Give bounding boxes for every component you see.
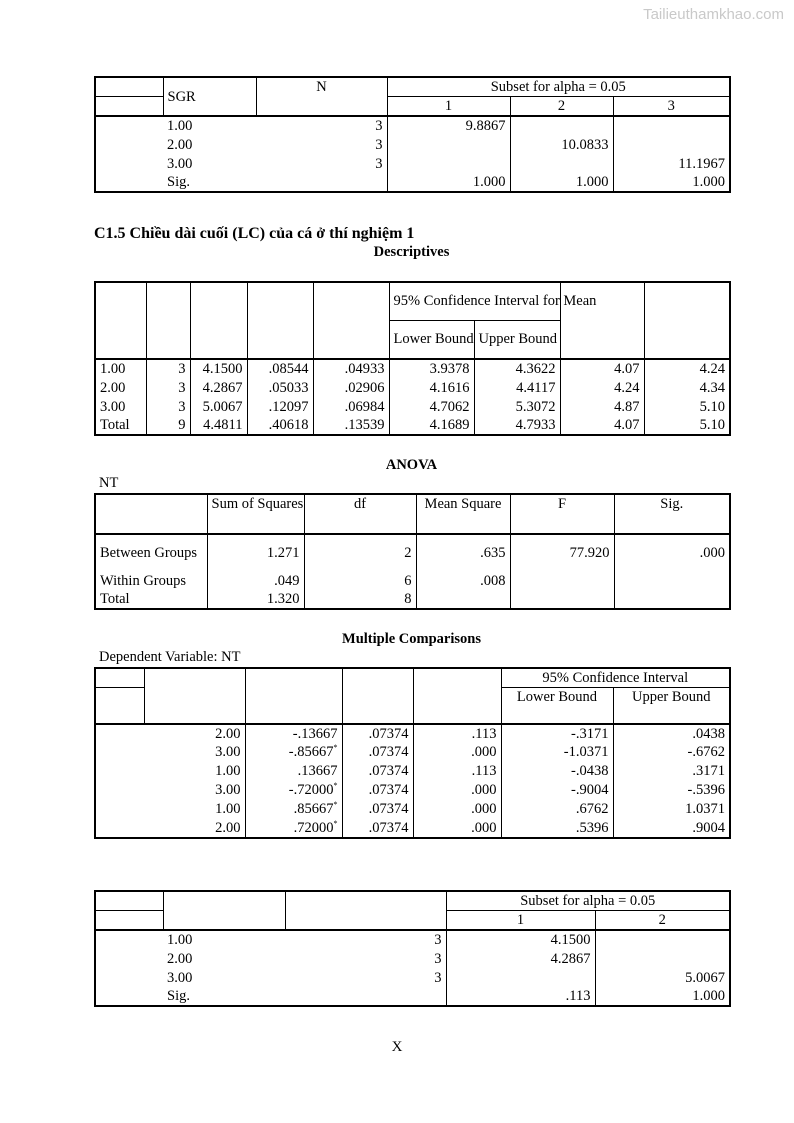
table-cell: 3.9378 bbox=[389, 359, 474, 378]
table-cell: 3 bbox=[256, 116, 387, 135]
significance-asterisk: * bbox=[333, 743, 338, 753]
table-cell: .9004 bbox=[613, 819, 730, 838]
header-subset: Subset for alpha = 0.05 bbox=[387, 77, 730, 97]
table-cell: 4.1500 bbox=[446, 930, 595, 949]
table-cell bbox=[510, 571, 614, 590]
table-cell: 1.271 bbox=[207, 534, 304, 571]
table-cell: 3 bbox=[146, 397, 190, 416]
table-cell: .000 bbox=[413, 800, 501, 819]
table-cell bbox=[614, 590, 730, 609]
table-cell: 4.7933 bbox=[474, 416, 560, 435]
table-cell: 10.0833 bbox=[510, 135, 613, 154]
multiple-comparisons-table bbox=[94, 667, 731, 839]
table-cell: .07374 bbox=[342, 762, 413, 781]
header-subset-1: 1 bbox=[387, 97, 510, 117]
mean-difference-cell: .85667* bbox=[245, 800, 342, 819]
multiple-comparisons-title: Multiple Comparisons bbox=[342, 631, 481, 647]
mean-difference-cell: -.13667 bbox=[245, 724, 342, 743]
table-row-label: Total bbox=[95, 590, 207, 609]
table-row-label: 3.00 bbox=[95, 397, 146, 416]
table-cell: 3 bbox=[285, 949, 446, 968]
table-cell: 3 bbox=[146, 378, 190, 397]
table-cell bbox=[387, 135, 510, 154]
table-cell: 3 bbox=[256, 135, 387, 154]
table-cell: .02906 bbox=[313, 378, 389, 397]
table-cell: 1.000 bbox=[595, 987, 730, 1006]
table-row-label: Between Groups bbox=[95, 534, 207, 571]
table-cell: 5.10 bbox=[644, 397, 730, 416]
table-cell: .113 bbox=[446, 987, 595, 1006]
table-row-label: 1.00 bbox=[144, 762, 245, 781]
table-cell: 4.4811 bbox=[190, 416, 247, 435]
table-cell: 4.7062 bbox=[389, 397, 474, 416]
table-cell: .13539 bbox=[313, 416, 389, 435]
table-cell: 4.34 bbox=[644, 378, 730, 397]
mean-difference-cell: .72000* bbox=[245, 819, 342, 838]
nt-subsets-table bbox=[94, 890, 731, 1007]
table-cell: .40618 bbox=[247, 416, 313, 435]
table-cell bbox=[510, 116, 613, 135]
table-row-label: 1.00 bbox=[163, 930, 285, 949]
page-label: X bbox=[391, 1039, 403, 1055]
table-cell: 5.3072 bbox=[474, 397, 560, 416]
table-cell bbox=[613, 116, 730, 135]
table-row-label: 1.00 bbox=[163, 116, 256, 135]
header-subset-3: 3 bbox=[613, 97, 730, 117]
upper-bound-header: Upper Bound bbox=[613, 688, 730, 724]
table-cell: .000 bbox=[614, 534, 730, 571]
table-cell: 2 bbox=[304, 534, 416, 571]
mean-difference-cell: -.72000* bbox=[245, 781, 342, 800]
table-cell: 9 bbox=[146, 416, 190, 435]
table-cell: .000 bbox=[413, 781, 501, 800]
header-n: N bbox=[256, 77, 387, 116]
table-cell: .12097 bbox=[247, 397, 313, 416]
table-cell: 4.24 bbox=[560, 378, 644, 397]
ci-header: 95% Confidence Interval for Mean bbox=[389, 282, 560, 320]
table-cell: .07374 bbox=[342, 724, 413, 743]
table-cell: .5396 bbox=[501, 819, 613, 838]
table-cell: .113 bbox=[413, 724, 501, 743]
table-cell: -1.0371 bbox=[501, 743, 613, 762]
table-cell bbox=[446, 968, 595, 987]
table-cell: .000 bbox=[413, 743, 501, 762]
table-cell: 3 bbox=[285, 968, 446, 987]
upper-bound-header: Upper Bound bbox=[474, 320, 560, 359]
table-cell: 4.24 bbox=[644, 359, 730, 378]
table-cell: -.0438 bbox=[501, 762, 613, 781]
table-cell: 1.000 bbox=[613, 173, 730, 192]
header-f: F bbox=[510, 494, 614, 534]
lower-bound-header: Lower Bound bbox=[389, 320, 474, 359]
header-subset: Subset for alpha = 0.05 bbox=[446, 891, 730, 911]
table-row-label: 3.00 bbox=[167, 155, 193, 172]
table-row-label: 1.00 bbox=[144, 800, 245, 819]
table-cell: 4.4117 bbox=[474, 378, 560, 397]
table-row-label: 3.00 bbox=[144, 781, 245, 800]
table-cell: .008 bbox=[416, 571, 510, 590]
descriptives-title: Descriptives bbox=[373, 244, 450, 260]
table-cell: 5.0067 bbox=[190, 397, 247, 416]
table-cell: 4.07 bbox=[560, 359, 644, 378]
table-cell: .06984 bbox=[313, 397, 389, 416]
table-cell: 5.10 bbox=[644, 416, 730, 435]
table-cell bbox=[595, 930, 730, 949]
table-cell: -.5396 bbox=[613, 781, 730, 800]
table-row-label: 2.00 bbox=[144, 724, 245, 743]
header-sum-of-squares: Sum of Squares bbox=[207, 494, 304, 534]
table-cell: 4.87 bbox=[560, 397, 644, 416]
table-cell: 8 bbox=[304, 590, 416, 609]
table-cell: .3171 bbox=[613, 762, 730, 781]
table-cell: 4.3622 bbox=[474, 359, 560, 378]
table-row-label: 1.00 bbox=[95, 359, 146, 378]
table-cell bbox=[595, 949, 730, 968]
table-cell: 4.1689 bbox=[389, 416, 474, 435]
table-row-label: 2.00 bbox=[144, 819, 245, 838]
table-cell: .07374 bbox=[342, 743, 413, 762]
header-subset-1: 1 bbox=[446, 911, 595, 931]
dependent-variable-label: Dependent Variable: NT bbox=[99, 649, 241, 665]
table-cell: .07374 bbox=[342, 819, 413, 838]
table-cell bbox=[256, 173, 387, 192]
table-cell: 6 bbox=[304, 571, 416, 590]
table-cell: 3 bbox=[285, 930, 446, 949]
ci-header: 95% Confidence Interval bbox=[501, 668, 730, 688]
table-cell: 11.1967 bbox=[613, 154, 730, 173]
table-cell: .6762 bbox=[501, 800, 613, 819]
table-row-label: 2.00 bbox=[167, 950, 193, 967]
table-row-label: Within Groups bbox=[95, 571, 207, 590]
table-row-label: 2.00 bbox=[95, 378, 146, 397]
table-cell bbox=[416, 590, 510, 609]
table-cell: 4.1616 bbox=[389, 378, 474, 397]
table-row-label: Sig. bbox=[163, 987, 285, 1006]
table-cell: -.6762 bbox=[613, 743, 730, 762]
section-heading: C1.5 Chiều dài cuối (LC) của cá ở thí nghiệm 1 bbox=[94, 225, 415, 242]
table-row-label: Total bbox=[95, 416, 146, 435]
table-cell bbox=[613, 135, 730, 154]
table-cell: 77.920 bbox=[510, 534, 614, 571]
table-row-label: 2.00 bbox=[167, 136, 193, 153]
table-cell: 5.0067 bbox=[595, 968, 730, 987]
table-cell: .0438 bbox=[613, 724, 730, 743]
significance-asterisk: * bbox=[333, 781, 338, 791]
header-subset-2: 2 bbox=[595, 911, 730, 931]
mean-difference-cell: -.85667* bbox=[245, 743, 342, 762]
table-cell bbox=[510, 154, 613, 173]
descriptives-table bbox=[94, 281, 731, 436]
table-cell: .000 bbox=[413, 819, 501, 838]
anova-table bbox=[94, 493, 731, 610]
table-cell: 1.0371 bbox=[613, 800, 730, 819]
anova-variable: NT bbox=[99, 475, 119, 491]
watermark: Tailieuthamkhao.com bbox=[643, 6, 784, 23]
significance-asterisk: * bbox=[333, 800, 338, 810]
table-cell: .08544 bbox=[247, 359, 313, 378]
lower-bound-header: Lower Bound bbox=[501, 688, 613, 724]
table-cell: 9.8867 bbox=[387, 116, 510, 135]
header-factor: SGR bbox=[163, 77, 256, 116]
header-mean-square: Mean Square bbox=[416, 494, 510, 534]
table-cell: -.3171 bbox=[501, 724, 613, 743]
table-cell: 3 bbox=[146, 359, 190, 378]
significance-asterisk: * bbox=[333, 818, 338, 828]
table-cell bbox=[510, 590, 614, 609]
table-cell: 1.320 bbox=[207, 590, 304, 609]
table-cell: .07374 bbox=[342, 781, 413, 800]
table-cell: 4.2867 bbox=[190, 378, 247, 397]
header-df: df bbox=[304, 494, 416, 534]
mean-difference-cell: .13667 bbox=[245, 762, 342, 781]
table-row-label: 3.00 bbox=[144, 743, 245, 762]
table-cell: .635 bbox=[416, 534, 510, 571]
table-cell: .07374 bbox=[342, 800, 413, 819]
table-cell bbox=[285, 987, 446, 1006]
table-cell: -.9004 bbox=[501, 781, 613, 800]
sgr-subsets-table bbox=[94, 76, 731, 193]
table-row-label: 3.00 bbox=[167, 969, 193, 986]
table-cell: 1.000 bbox=[387, 173, 510, 192]
header-sig: Sig. bbox=[614, 494, 730, 534]
table-cell: 1.000 bbox=[510, 173, 613, 192]
table-cell: .05033 bbox=[247, 378, 313, 397]
header-subset-2: 2 bbox=[510, 97, 613, 117]
table-cell: 4.07 bbox=[560, 416, 644, 435]
table-cell: .113 bbox=[413, 762, 501, 781]
table-cell: 4.2867 bbox=[446, 949, 595, 968]
anova-title: ANOVA bbox=[385, 457, 438, 473]
table-cell bbox=[614, 571, 730, 590]
table-cell: 4.1500 bbox=[190, 359, 247, 378]
table-row-label: Sig. bbox=[163, 173, 256, 192]
table-cell: 3 bbox=[256, 154, 387, 173]
table-cell bbox=[387, 154, 510, 173]
table-cell: .04933 bbox=[313, 359, 389, 378]
table-cell: .049 bbox=[207, 571, 304, 590]
